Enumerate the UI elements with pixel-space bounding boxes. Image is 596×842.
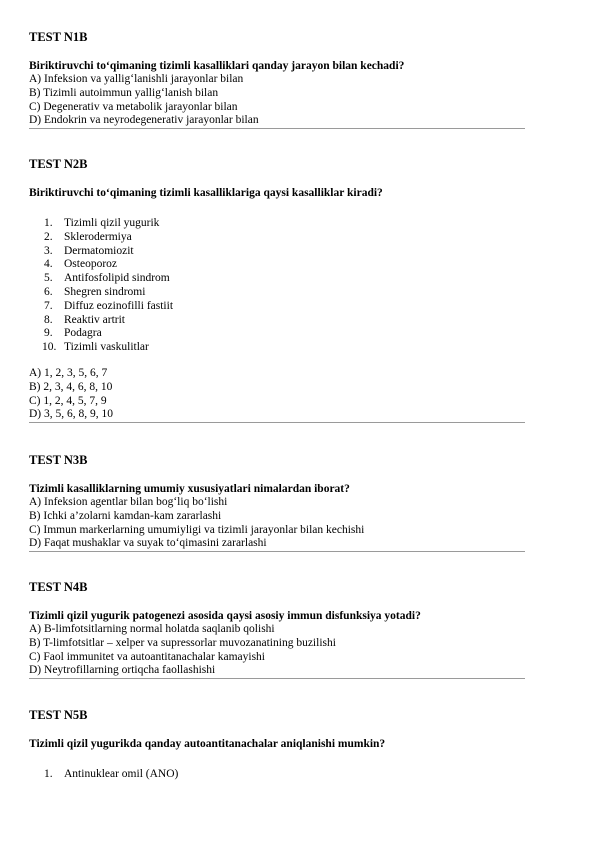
separator-rule <box>29 551 525 552</box>
question-text: Biriktiruvchi to‘qimaning tizimli kasalliklari qanday jarayon bilan kechadi? <box>29 60 405 72</box>
list-item: 1. Antinuklear omil (ANO) <box>44 768 179 780</box>
test-block-2 <box>29 155 525 423</box>
answer-option-b: B) T-limfotsitlar – xelper va supressorlar muvozanatining buzilishi <box>29 636 336 649</box>
answer-option-d: D) Neytrofillarning ortiqcha faollashishi <box>29 664 216 677</box>
list-item: 7. Diffuz eozinofilli fastiit <box>44 299 174 312</box>
answer-option-c: C) Degenerativ va metabolik jarayonlar bilan <box>29 100 238 113</box>
list-item: 10. Tizimli vaskulitlar <box>42 341 149 354</box>
answer-option-b: B) Ichki a’zolarni kamdan-kam zararlashi <box>29 509 222 522</box>
question-text: Tizimli qizil yugurikda qanday autoantitanachalar aniqlanishi mumkin? <box>29 738 386 750</box>
spacer <box>29 355 525 367</box>
separator-rule <box>29 678 525 679</box>
test-title: TEST N3B <box>29 453 88 467</box>
test-block-5 <box>29 706 525 782</box>
list-item: 1. Tizimli qizil yugurik <box>44 217 160 229</box>
answer-option-c: C) 1, 2, 4, 5, 7, 9 <box>29 394 107 407</box>
question-text: Tizimli qizil yugurik patogenezi asosida qaysi asosiy immun disfunksiya yotadi? <box>29 610 421 622</box>
test-title: TEST N1B <box>29 30 88 44</box>
test-title: TEST N5B <box>29 708 88 722</box>
answer-option-a: A) B-limfotsitlarning normal holatda saqlanib qolishi <box>29 623 275 635</box>
list-item: 6. Shegren sindromi <box>44 285 146 298</box>
test-title: TEST N4B <box>29 580 88 594</box>
numbered-list <box>29 217 525 355</box>
answer-option-a: A) 1, 2, 3, 5, 6, 7 <box>29 366 108 379</box>
test-block-1 <box>29 28 525 129</box>
separator-rule <box>29 128 525 129</box>
answer-option-a: A) Infeksion va yallig‘lanishli jarayonlar bilan <box>29 73 244 85</box>
list-item: 2. Sklerodermiya <box>44 230 132 243</box>
test-block-4 <box>29 578 525 679</box>
answer-option-d: D) 3, 5, 6, 8, 9, 10 <box>29 408 114 421</box>
answer-option-b: B) Tizimli autoimmun yallig‘lanish bilan <box>29 86 219 99</box>
answer-option-c: C) Immun markerlarning umumiyligi va tizimli jarayonlar bilan kechishi <box>29 523 365 536</box>
answer-option-d: D) Faqat mushaklar va suyak to‘qimasini zararlashi <box>29 537 267 550</box>
answer-option-d: D) Endokrin va neyrodegenerativ jarayonlar bilan <box>29 114 259 127</box>
list-item: 9. Podagra <box>44 327 102 340</box>
answer-option-a: A) Infeksion agentlar bilan bog‘liq bo‘lishi <box>29 496 228 508</box>
list-item: 5. Antifosfolipid sindrom <box>44 272 170 285</box>
test-title: TEST N2B <box>29 157 88 171</box>
numbered-list <box>29 768 525 782</box>
question-text: Biriktiruvchi to‘qimaning tizimli kasalliklariga qaysi kasalliklar kiradi? <box>29 187 383 199</box>
test-block-3 <box>29 451 525 552</box>
separator-rule <box>29 422 525 423</box>
list-item: 8. Reaktiv artrit <box>44 313 125 326</box>
answer-option-b: B) 2, 3, 4, 6, 8, 10 <box>29 380 113 393</box>
question-text: Tizimli kasalliklarning umumiy xususiyatlari nimalardan iborat? <box>29 483 350 495</box>
list-item: 4. Osteoporoz <box>44 258 118 271</box>
answer-option-c: C) Faol immunitet va autoantitanachalar kamayishi <box>29 650 266 663</box>
list-item: 3. Dermatomiozit <box>44 244 134 257</box>
